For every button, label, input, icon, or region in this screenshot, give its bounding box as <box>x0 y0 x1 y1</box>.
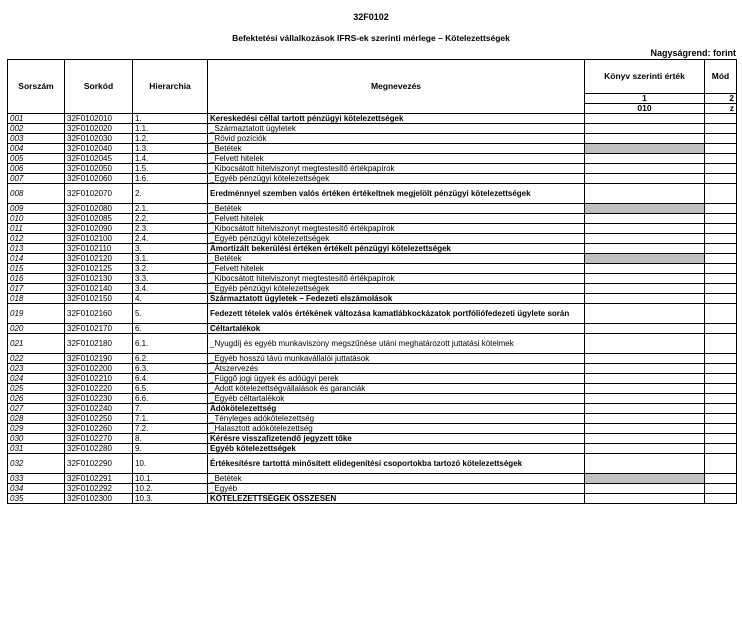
row-megnevezes: _Nyugdíj és egyéb munkaviszony megszűnése utáni meghatározott juttatási kötelmek <box>208 334 585 354</box>
row-value-cell[interactable] <box>585 114 705 124</box>
header-sorszam: Sorszám <box>8 60 65 114</box>
row-sorkod: 32F0102020 <box>65 124 133 134</box>
row-hierarchia: 3.2. <box>133 264 208 274</box>
row-megnevezes: Amortizált bekerülési értéken értékelt pénzügyi kötelezettségek <box>208 244 585 254</box>
table-row <box>8 384 737 394</box>
row-sorkod: 32F0102270 <box>65 434 133 444</box>
table-row <box>8 164 737 174</box>
row-megnevezes: Eredménnyel szemben valós értéken értékeltnek megjelölt pénzügyi kötelezettségek <box>208 184 585 204</box>
row-megnevezes: _Felvett hitelek <box>208 154 585 164</box>
row-value-cell[interactable] <box>585 214 705 224</box>
table-row <box>8 404 737 414</box>
row-sorkod: 32F0102292 <box>65 484 133 494</box>
row-hierarchia: 1.5. <box>133 164 208 174</box>
row-hierarchia: 7. <box>133 404 208 414</box>
row-megnevezes: _Adott kötelezettségvállalások és garanciák <box>208 384 585 394</box>
row-value-cell[interactable] <box>585 164 705 174</box>
row-sorkod: 32F0102040 <box>65 144 133 154</box>
row-sorszam: 020 <box>8 324 65 334</box>
row-megnevezes: _Függő jogi ügyek és adóügyi perek <box>208 374 585 384</box>
row-hierarchia: 1.3. <box>133 144 208 154</box>
form-title: Befektetési vállalkozások IFRS-ek szerinti mérlege – Kötelezettségek <box>232 33 510 43</box>
row-value-cell[interactable] <box>585 134 705 144</box>
row-mode-cell[interactable] <box>705 484 737 494</box>
row-hierarchia: 3.4. <box>133 284 208 294</box>
row-sorszam: 007 <box>8 174 65 184</box>
row-sorkod: 32F0102170 <box>65 324 133 334</box>
row-sorszam: 011 <box>8 224 65 234</box>
row-megnevezes: _Átszervezés <box>208 364 585 374</box>
row-sorkod: 32F0102220 <box>65 384 133 394</box>
row-mode-cell[interactable] <box>705 114 737 124</box>
row-megnevezes: _Kibocsátott hitelviszonyt megtestesítő értékpapírok <box>208 274 585 284</box>
table-row <box>8 134 737 144</box>
table-row <box>8 244 737 254</box>
row-mode-cell[interactable] <box>705 494 737 504</box>
header-hierarchia: Hierarchia <box>133 60 208 114</box>
row-sorkod: 32F0102130 <box>65 274 133 284</box>
row-megnevezes: Fedezett tételek valós értékének változása kamatlábkockázatok portfóliófedezeti ügylete során <box>208 304 585 324</box>
row-sorszam: 004 <box>8 144 65 154</box>
unit-label: Nagyságrend: forint <box>650 48 736 58</box>
row-megnevezes: Céltartalékok <box>208 324 585 334</box>
row-value-cell[interactable] <box>585 384 705 394</box>
row-value-cell[interactable] <box>585 374 705 384</box>
row-hierarchia: 10. <box>133 454 208 474</box>
row-hierarchia: 2.3. <box>133 224 208 234</box>
row-value-cell[interactable] <box>585 264 705 274</box>
row-megnevezes: _Egyéb pénzügyi kötelezettségek <box>208 284 585 294</box>
row-megnevezes: _Felvett hitelek <box>208 214 585 224</box>
row-hierarchia: 2.1. <box>133 204 208 214</box>
row-value-cell[interactable] <box>585 434 705 444</box>
row-mode-cell[interactable] <box>705 414 737 424</box>
row-megnevezes: Kereskedési céllal tartott pénzügyi kötelezettségek <box>208 114 585 124</box>
header-sorkod: Sorkód <box>65 60 133 114</box>
row-mode-cell[interactable] <box>705 404 737 414</box>
row-mode-cell[interactable] <box>705 384 737 394</box>
row-sorszam: 001 <box>8 114 65 124</box>
row-sorszam: 005 <box>8 154 65 164</box>
row-sorszam: 025 <box>8 384 65 394</box>
table-row <box>8 264 737 274</box>
table-row <box>8 184 737 204</box>
row-mode-cell[interactable] <box>705 174 737 184</box>
row-sorkod: 32F0102160 <box>65 304 133 324</box>
row-sorkod: 32F0102030 <box>65 134 133 144</box>
row-value-cell[interactable] <box>585 254 705 264</box>
row-hierarchia: 4. <box>133 294 208 304</box>
table-row <box>8 374 737 384</box>
row-value-cell[interactable] <box>585 274 705 284</box>
row-value-cell[interactable] <box>585 334 705 354</box>
table-row <box>8 254 737 264</box>
table-row <box>8 394 737 404</box>
row-sorszam: 028 <box>8 414 65 424</box>
row-sorszam: 023 <box>8 364 65 374</box>
row-sorszam: 034 <box>8 484 65 494</box>
form-code: 32F0102 <box>353 12 389 22</box>
row-megnevezes: _Halasztott adókötelezettség <box>208 424 585 434</box>
row-megnevezes: Egyéb kötelezettségek <box>208 444 585 454</box>
row-value-cell[interactable] <box>585 364 705 374</box>
row-mode-cell[interactable] <box>705 444 737 454</box>
row-mode-cell[interactable] <box>705 434 737 444</box>
row-value-cell[interactable] <box>585 174 705 184</box>
row-megnevezes: _Tényleges adókötelezettség <box>208 414 585 424</box>
header-mod-code: z <box>705 104 737 114</box>
row-mode-cell[interactable] <box>705 244 737 254</box>
row-sorszam: 009 <box>8 204 65 214</box>
row-sorkod: 32F0102010 <box>65 114 133 124</box>
row-sorszam: 024 <box>8 374 65 384</box>
table-row <box>8 434 737 444</box>
row-megnevezes: _Kibocsátott hitelviszonyt megtestesítő értékpapírok <box>208 164 585 174</box>
table-row <box>8 484 737 494</box>
row-mode-cell[interactable] <box>705 324 737 334</box>
header-mod-num: 2 <box>705 94 737 104</box>
row-sorszam: 013 <box>8 244 65 254</box>
row-mode-cell[interactable] <box>705 214 737 224</box>
row-value-cell[interactable] <box>585 454 705 474</box>
header-megnevezes: Megnevezés <box>208 60 585 114</box>
row-sorkod: 32F0102280 <box>65 444 133 454</box>
table-row <box>8 414 737 424</box>
row-sorszam: 031 <box>8 444 65 454</box>
row-mode-cell[interactable] <box>705 134 737 144</box>
row-sorszam: 010 <box>8 214 65 224</box>
row-megnevezes: _Rövid pozíciók <box>208 134 585 144</box>
row-sorszam: 016 <box>8 274 65 284</box>
table-row <box>8 494 737 504</box>
table-row <box>8 224 737 234</box>
row-sorszam: 022 <box>8 354 65 364</box>
row-mode-cell[interactable] <box>705 234 737 244</box>
row-mode-cell[interactable] <box>705 124 737 134</box>
row-megnevezes: _Kibocsátott hitelviszonyt megtestesítő értékpapírok <box>208 224 585 234</box>
row-value-cell[interactable] <box>585 494 705 504</box>
row-sorkod: 32F0102060 <box>65 174 133 184</box>
table-row <box>8 214 737 224</box>
row-hierarchia: 3.3. <box>133 274 208 284</box>
table-row <box>8 334 737 354</box>
row-hierarchia: 2. <box>133 184 208 204</box>
row-megnevezes: _Egyéb céltartalékok <box>208 394 585 404</box>
row-sorszam: 027 <box>8 404 65 414</box>
row-megnevezes: _Egyéb pénzügyi kötelezettségek <box>208 234 585 244</box>
row-value-cell[interactable] <box>585 144 705 154</box>
row-value-cell[interactable] <box>585 484 705 494</box>
row-sorkod: 32F0102290 <box>65 454 133 474</box>
row-megnevezes: KÖTELEZETTSÉGEK ÖSSZESEN <box>208 494 585 504</box>
row-megnevezes: _Betétek <box>208 144 585 154</box>
row-sorszam: 003 <box>8 134 65 144</box>
table-row <box>8 274 737 284</box>
row-sorkod: 32F0102150 <box>65 294 133 304</box>
table-row <box>8 284 737 294</box>
row-sorszam: 021 <box>8 334 65 354</box>
row-value-cell[interactable] <box>585 284 705 294</box>
row-sorkod: 32F0102045 <box>65 154 133 164</box>
row-mode-cell[interactable] <box>705 334 737 354</box>
row-sorszam: 018 <box>8 294 65 304</box>
row-mode-cell[interactable] <box>705 284 737 294</box>
row-hierarchia: 6. <box>133 324 208 334</box>
table-row <box>8 294 737 304</box>
row-value-cell[interactable] <box>585 324 705 334</box>
table-row <box>8 234 737 244</box>
row-sorkod: 32F0102180 <box>65 334 133 354</box>
row-sorkod: 32F0102260 <box>65 424 133 434</box>
row-value-cell[interactable] <box>585 444 705 454</box>
row-value-cell[interactable] <box>585 234 705 244</box>
row-sorkod: 32F0102190 <box>65 354 133 364</box>
row-hierarchia: 7.1. <box>133 414 208 424</box>
row-value-cell[interactable] <box>585 294 705 304</box>
row-value-cell[interactable] <box>585 184 705 204</box>
row-hierarchia: 9. <box>133 444 208 454</box>
row-mode-cell[interactable] <box>705 454 737 474</box>
table-row <box>8 154 737 164</box>
row-mode-cell[interactable] <box>705 354 737 364</box>
table-row <box>8 354 737 364</box>
row-sorkod: 32F0102240 <box>65 404 133 414</box>
row-megnevezes: _Egyéb pénzügyi kötelezettségek <box>208 174 585 184</box>
row-sorkod: 32F0102300 <box>65 494 133 504</box>
table-row <box>8 114 737 124</box>
header-konyv: Könyv szerinti érték <box>585 60 705 94</box>
row-mode-cell[interactable] <box>705 394 737 404</box>
row-value-cell[interactable] <box>585 154 705 164</box>
row-hierarchia: 1. <box>133 114 208 124</box>
row-megnevezes: Kérésre visszafizetendő jegyzett tőke <box>208 434 585 444</box>
row-mode-cell[interactable] <box>705 294 737 304</box>
row-sorszam: 026 <box>8 394 65 404</box>
row-hierarchia: 6.2. <box>133 354 208 364</box>
row-mode-cell[interactable] <box>705 424 737 434</box>
row-megnevezes: _Egyéb <box>208 484 585 494</box>
row-megnevezes: _Betétek <box>208 254 585 264</box>
row-sorszam: 012 <box>8 234 65 244</box>
row-sorkod: 32F0102230 <box>65 394 133 404</box>
row-megnevezes: Értékesítésre tartottá minősített elidegenítési csoportokba tartozó kötelezettségek <box>208 454 585 474</box>
table-row <box>8 444 737 454</box>
row-value-cell[interactable] <box>585 394 705 404</box>
row-sorkod: 32F0102120 <box>65 254 133 264</box>
table-row <box>8 474 737 484</box>
row-sorszam: 032 <box>8 454 65 474</box>
row-mode-cell[interactable] <box>705 364 737 374</box>
row-sorkod: 32F0102080 <box>65 204 133 214</box>
row-sorkod: 32F0102085 <box>65 214 133 224</box>
table-row <box>8 204 737 214</box>
row-mode-cell[interactable] <box>705 184 737 204</box>
row-hierarchia: 1.4. <box>133 154 208 164</box>
row-value-cell[interactable] <box>585 124 705 134</box>
liabilities-table <box>7 59 737 504</box>
table-row <box>8 424 737 434</box>
table-row <box>8 304 737 324</box>
row-sorkod: 32F0102100 <box>65 234 133 244</box>
table-row <box>8 324 737 334</box>
table-row <box>8 454 737 474</box>
row-sorkod: 32F0102125 <box>65 264 133 274</box>
row-value-cell[interactable] <box>585 244 705 254</box>
row-value-cell[interactable] <box>585 204 705 214</box>
row-mode-cell[interactable] <box>705 274 737 284</box>
row-sorszam: 030 <box>8 434 65 444</box>
row-megnevezes: _Betétek <box>208 204 585 214</box>
row-sorkod: 32F0102140 <box>65 284 133 294</box>
row-megnevezes: _Származtatott ügyletek <box>208 124 585 134</box>
row-mode-cell[interactable] <box>705 374 737 384</box>
row-sorkod: 32F0102110 <box>65 244 133 254</box>
row-mode-cell[interactable] <box>705 204 737 214</box>
row-sorszam: 002 <box>8 124 65 134</box>
row-sorszam: 029 <box>8 424 65 434</box>
row-hierarchia: 5. <box>133 304 208 324</box>
row-hierarchia: 10.3. <box>133 494 208 504</box>
row-sorszam: 017 <box>8 284 65 294</box>
row-megnevezes: _Egyéb hosszú távú munkavállalói juttatások <box>208 354 585 364</box>
row-mode-cell[interactable] <box>705 474 737 484</box>
table-row <box>8 174 737 184</box>
row-value-cell[interactable] <box>585 224 705 234</box>
table-body <box>8 114 737 504</box>
row-megnevezes: Származtatott ügyletek – Fedezeti elszámolások <box>208 294 585 304</box>
row-sorszam: 006 <box>8 164 65 174</box>
table-row <box>8 364 737 374</box>
row-hierarchia: 1.1. <box>133 124 208 134</box>
header-konyv-num: 1 <box>585 94 705 104</box>
row-hierarchia: 8. <box>133 434 208 444</box>
row-sorszam: 019 <box>8 304 65 324</box>
row-hierarchia: 6.6. <box>133 394 208 404</box>
row-mode-cell[interactable] <box>705 254 737 264</box>
row-sorkod: 32F0102070 <box>65 184 133 204</box>
row-hierarchia: 6.1. <box>133 334 208 354</box>
row-sorkod: 32F0102291 <box>65 474 133 484</box>
row-mode-cell[interactable] <box>705 264 737 274</box>
row-megnevezes: _Felvett hitelek <box>208 264 585 274</box>
row-hierarchia: 2.2. <box>133 214 208 224</box>
row-sorszam: 035 <box>8 494 65 504</box>
row-sorkod: 32F0102200 <box>65 364 133 374</box>
row-hierarchia: 6.4. <box>133 374 208 384</box>
table-row <box>8 144 737 154</box>
row-sorszam: 015 <box>8 264 65 274</box>
row-value-cell[interactable] <box>585 404 705 414</box>
row-sorkod: 32F0102050 <box>65 164 133 174</box>
row-hierarchia: 6.5. <box>133 384 208 394</box>
row-sorkod: 32F0102090 <box>65 224 133 234</box>
row-sorszam: 033 <box>8 474 65 484</box>
row-mode-cell[interactable] <box>705 154 737 164</box>
row-megnevezes: Adókötelezettség <box>208 404 585 414</box>
row-value-cell[interactable] <box>585 354 705 364</box>
row-hierarchia: 10.2. <box>133 484 208 494</box>
row-sorszam: 008 <box>8 184 65 204</box>
row-value-cell[interactable] <box>585 414 705 424</box>
row-hierarchia: 10.1. <box>133 474 208 484</box>
row-hierarchia: 2.4. <box>133 234 208 244</box>
row-value-cell[interactable] <box>585 424 705 434</box>
row-value-cell[interactable] <box>585 304 705 324</box>
row-mode-cell[interactable] <box>705 144 737 154</box>
table-row <box>8 124 737 134</box>
header-konyv-code: 010 <box>585 104 705 114</box>
row-sorkod: 32F0102250 <box>65 414 133 424</box>
row-hierarchia: 7.2. <box>133 424 208 434</box>
row-sorkod: 32F0102210 <box>65 374 133 384</box>
row-mode-cell[interactable] <box>705 164 737 174</box>
row-megnevezes: _Betétek <box>208 474 585 484</box>
row-hierarchia: 1.6. <box>133 174 208 184</box>
row-hierarchia: 3. <box>133 244 208 254</box>
row-hierarchia: 3.1. <box>133 254 208 264</box>
row-value-cell[interactable] <box>585 474 705 484</box>
header-mod: Mód <box>705 60 737 94</box>
row-hierarchia: 1.2. <box>133 134 208 144</box>
row-mode-cell[interactable] <box>705 224 737 234</box>
row-sorszam: 014 <box>8 254 65 264</box>
row-hierarchia: 6.3. <box>133 364 208 374</box>
row-mode-cell[interactable] <box>705 304 737 324</box>
